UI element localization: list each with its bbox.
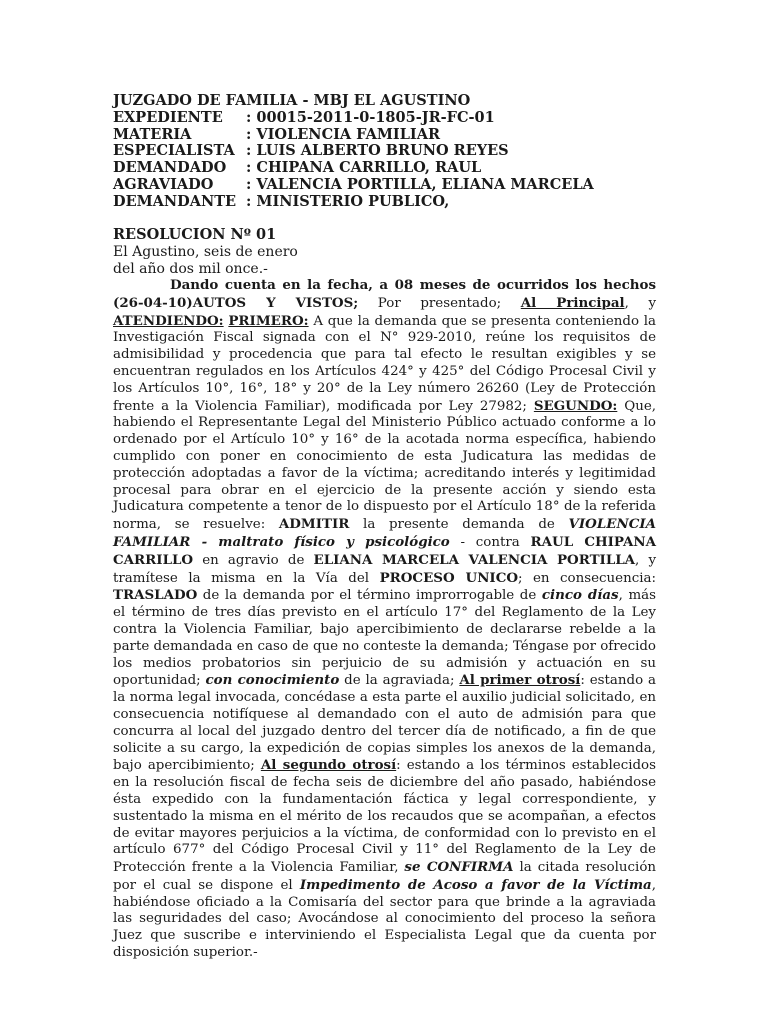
resolution-body <box>113 277 656 962</box>
header-label: DEMANDANTE <box>113 192 237 210</box>
header-label: DEMANDADO <box>113 159 227 177</box>
header-value: : CHIPANA CARRILLO, RAUL <box>246 159 482 177</box>
header-label: AGRAVIADO <box>113 175 214 193</box>
header-row-especialista <box>113 143 594 160</box>
header-value: : MINISTERIO PUBLICO, <box>246 192 450 210</box>
header-row-demandado <box>113 160 594 177</box>
resolution-date-line2: del año dos mil once.- <box>113 261 268 277</box>
header-row-demandante <box>113 194 594 211</box>
resolution-title: RESOLUCION Nº 01 <box>113 226 277 243</box>
header-label: ESPECIALISTA <box>113 142 235 160</box>
resolution-date-line1: El Agustino, seis de enero <box>113 244 298 260</box>
header-row-materia <box>113 127 594 144</box>
court-name: JUZGADO DE FAMILIA - MBJ EL AGUSTINO <box>113 92 471 109</box>
header-label: MATERIA <box>113 125 192 143</box>
header-row-agraviado <box>113 177 594 194</box>
header-value: : VIOLENCIA FAMILIAR <box>246 125 440 143</box>
header-label: EXPEDIENTE <box>113 108 223 126</box>
header-value: : VALENCIA PORTILLA, ELIANA MARCELA <box>246 175 594 193</box>
header-value: : LUIS ALBERTO BRUNO REYES <box>246 142 509 160</box>
case-header <box>113 93 594 211</box>
header-row-expediente <box>113 110 594 127</box>
resolution-paragraph: Dando cuenta en la fecha, a 08 meses de ocurridos los hechos (26-04-10)AUTOS Y VISTOS; Por presentado; Al Principal, y ATENDIENDO: PRIMERO: A que la demanda que se presenta conteniendo la Investigación Fiscal signada con el N° 929-2010, reúne los requisitos de admisibilidad y procedencia que para tal efecto le resultan exigibles y se encuentran regulados en los Artículos 424° y 425° del Código Procesal Civil y los Artículos 10°, 16°, 18° y 20° de la Ley número 26260 (Ley de Protección frente a la Violencia Familiar), modificada por Ley 27982; SEGUNDO: Que, habiendo el Representante Legal del Ministerio Público actuado conforme a lo ordenado por el Artículo 10° y 16° de la acotada norma específica, habiendo cumplido con poner en conocimiento de esta Judicatura las medidas de protección adoptadas a favor de la víctima; acreditando interés y legitimidad procesal para obrar en el ejercicio de la presente acción y siendo esta Judicatura competente a tenor de lo dispuesto por el Artículo 18° de la referida norma, se resuelve: ADMITIR la presente demanda de VIOLENCIA FAMILIAR - maltrato físico y psicológico - contra RAUL CHIPANA CARRILLO en agravio de ELIANA MARCELA VALENCIA PORTILLA, y tramítese la misma en la Vía del PROCESO UNICO; en consecuencia: TRASLADO de la demanda por el término improrrogable de cinco días, más el término de tres días previsto en el artículo 17° del Reglamento de la Ley contra la Violencia Familiar, bajo apercibimiento de declararse rebelde a la parte demandada en caso de que no conteste la demanda; Téngase por ofrecido los medios probatorios sin perjuicio de su admisión y actuación en su oportunidad; con conocimiento de la agraviada; Al primer otrosí: estando a la norma legal invocada, concédase a esta parte el auxilio judicial solicitado, en consecuencia notifíquese al demandado con el auto de admisión para que concurra al local del juzgado dentro del tercer día de notificado, a fin de que solicite a su cargo, la expedición de copias simples los anexos de la demanda, bajo apercibimiento; Al segundo otrosí: estando a los términos establecidos en la resolución fiscal de fecha seis de diciembre del año pasado, habiéndose ésta expedido con la fundamentación fáctica y legal correspondiente, y sustentado la misma en el mérito de los recaudos que se acompañan, a efectos de evitar mayores perjuicios a la víctima, de conformidad con lo previsto en el artículo 677° del Código Procesal Civil y 11° del Reglamento de la Ley de Protección frente a la Violencia Familiar, se CONFIRMA la citada resolución por el cual se dispone el Impedimento de Acoso a favor de la Víctima, habiéndose oficiado a la Comisaría del sector para que brinde a la agraviada las seguridades del caso; Avocándose al conocimiento del proceso la señora Juez que suscribe e interviniendo el Especialista Legal que da cuenta por disposición superior.- <box>113 277 657 961</box>
header-value: : 00015-2011-0-1805-JR-FC-01 <box>246 108 495 126</box>
